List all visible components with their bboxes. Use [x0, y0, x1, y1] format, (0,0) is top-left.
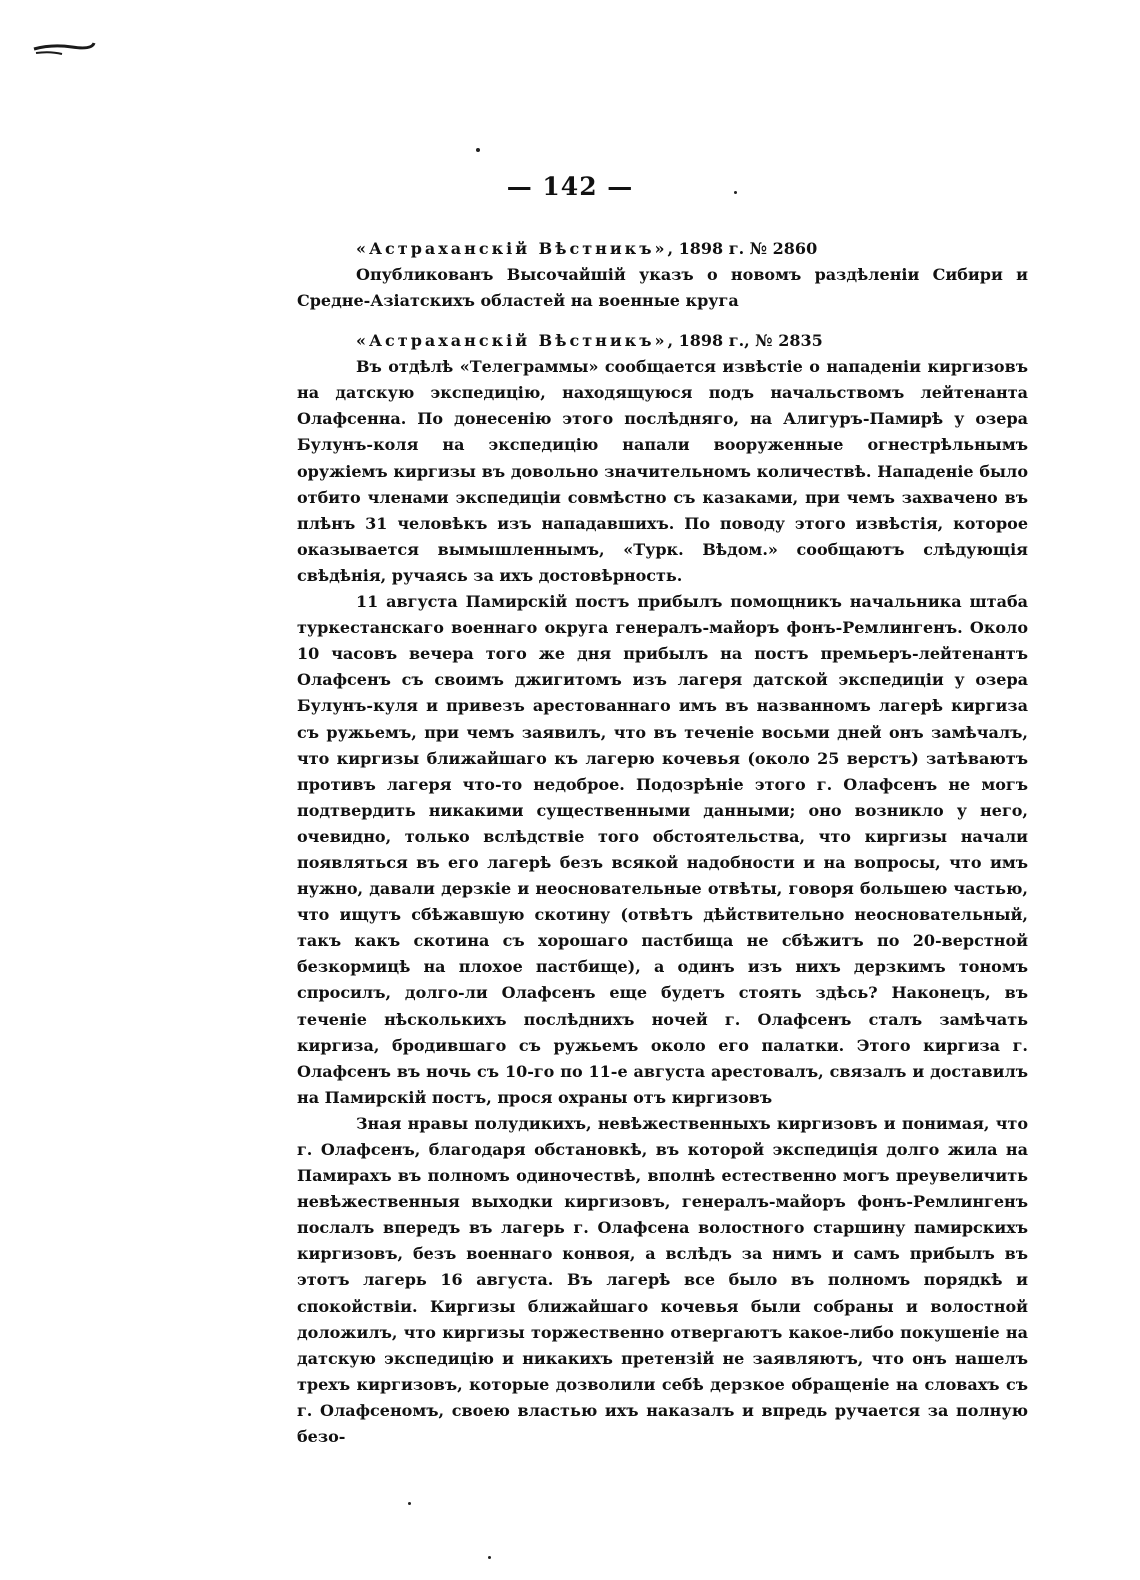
source-issue: , 1898 г., № 2835 [667, 331, 823, 351]
scan-speck [408, 1502, 411, 1505]
source-title: «Астраханскій Вѣстникъ» [356, 331, 668, 351]
paragraph: 11 августа Памирскій постъ прибылъ помощникъ начальника штаба туркестанскаго военнаго округа генералъ-майоръ фонъ-Ремлингенъ. Около 10 часовъ вечера того же дня прибылъ на постъ премьеръ-лейтенантъ Олафсенъ съ своимъ джигитомъ изъ лагеря датской экспедиціи у озера Булунъ-куля и привезъ арестованнаго имъ въ названномъ лагерѣ киргиза съ ружьемъ, при чемъ заявилъ, что въ теченіе восьми дней онъ замѣчалъ, что киргизы ближайшаго къ лагерю кочевья (около 25 верстъ) затѣваютъ противъ лагеря что-то недоброе. Подозрѣніе этого г. Олафсенъ не могъ подтвердить никакими существенными данными; оно возникло у него, очевидно, только вслѣдствіе того обстоятельства, что киргизы начали появляться въ его лагерѣ безъ всякой надобности и на вопросы, что имъ нужно, давали дерзкіе и неосновательные отвѣты, говоря большею частью, что ищутъ сбѣжавшую скотину (отвѣтъ дѣйствительно неосновательный, такъ какъ скотина съ хорошаго пастбища не сбѣжитъ по 20-верстной безкормицѣ на плохое пастбище), а одинъ изъ нихъ дерзкимъ тономъ спросилъ, долго-ли Олафсенъ еще будетъ стоять здѣсь? Наконецъ, въ теченіе нѣсколькихъ послѣднихъ ночей г. Олафсенъ сталъ замѣчать киргиза, бродившаго съ ружьемъ около его палатки. Этого киргиза г. Олафсенъ въ ночь съ 10-го по 11-е августа арестовалъ, связалъ и доставилъ на Памирскій постъ, прося охраны отъ киргизовъ [297, 592, 1028, 1107]
paragraph: Въ отдѣлѣ «Телеграммы» сообщается извѣстіе о нападеніи киргизовъ на датскую экспедицію, находящуюся подъ начальствомъ лейтенанта Олафсенна. По донесенію этого послѣдняго, на Алигуръ-Памирѣ у озера Булунъ-коля на экспедицію напали вооруженные огнестрѣльнымъ оружіемъ киргизы въ довольно значительномъ количествѣ. Нападеніе было отбито членами экспедиціи совмѣстно съ казаками, при чемъ захвачено въ плѣнъ 31 человѣкъ изъ нападавшихъ. По поводу этого извѣстія, которое оказывается вымышленнымъ, «Турк. Вѣдом.» сообщаютъ слѣдующія свѣдѣнія, ручаясь за ихъ достовѣрность. [297, 357, 1028, 585]
scan-speck [476, 148, 480, 152]
document-body [297, 236, 1028, 1450]
source-citation-1 [297, 236, 1028, 262]
scan-artifact-mark [32, 40, 96, 58]
source-citation-2 [297, 328, 1028, 354]
source-issue: , 1898 г. № 2860 [667, 239, 818, 258]
page-number: — 142 — [506, 172, 634, 201]
paragraph: Зная нравы полудикихъ, невѣжественныхъ киргизовъ и понимая, что г. Олафсенъ, благодаря обстановкѣ, въ которой экспедиція долго жила на Памирахъ въ полномъ одиночествѣ, вполнѣ естественно могъ преувеличить невѣжественныя выходки киргизовъ, генералъ-майоръ фонъ-Ремлингенъ послалъ впередъ въ лагерь г. Олафсена волостного старшину памирскихъ киргизовъ, безъ военнаго конвоя, а вслѣдъ за нимъ и самъ прибылъ въ этотъ лагерь 16 августа. Въ лагерѣ все было въ полномъ порядкѣ и спокойствіи. Киргизы ближайшаго кочевья были собраны и волостной доложилъ, что киргизы торжественно отвергаютъ какое-либо покушеніе на датскую экспедицію и никакихъ претензій не заявляютъ, что онъ нашелъ трехъ киргизовъ, которые дозволили себѣ дерзкое обращеніе на словахъ съ г. Олафсеномъ, своею властью ихъ наказалъ и впредь ручается за полную безо- [297, 1113, 1028, 1447]
paragraph: Опубликованъ Высочайшій указъ о новомъ раздѣленіи Сибири и Средне-Азіатскихъ областей на военные круга [297, 265, 1028, 311]
source-title: «Астраханскій Вѣстникъ» [356, 239, 668, 258]
scan-speck [488, 1556, 491, 1559]
